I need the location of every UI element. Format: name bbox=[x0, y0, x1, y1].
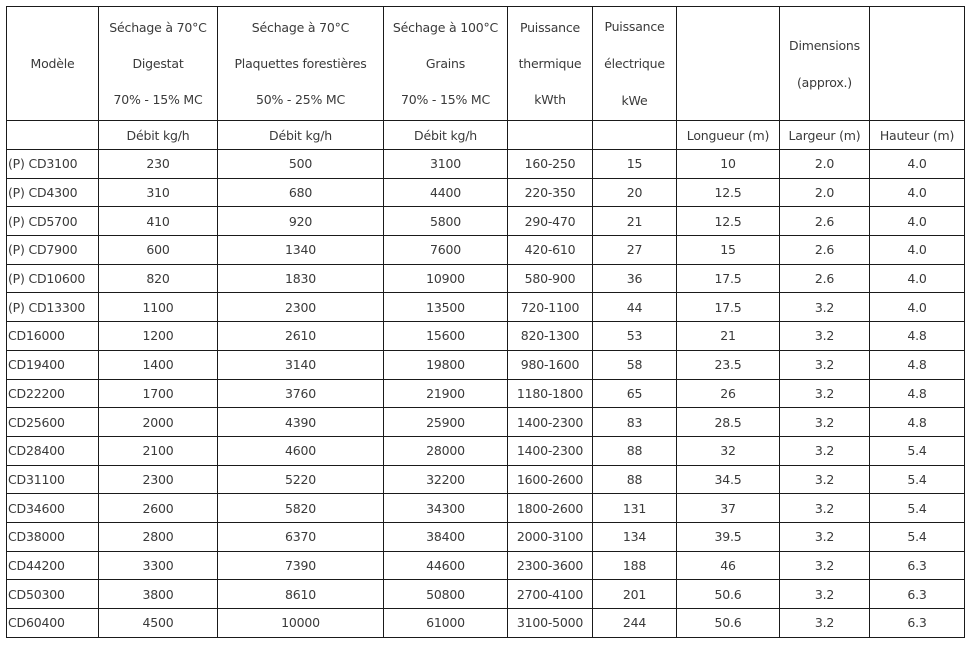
header-row-main bbox=[7, 7, 965, 121]
cell-plaquettes-throughput: 680 bbox=[218, 178, 384, 207]
table-row bbox=[7, 379, 965, 408]
cell-digestat-throughput: 310 bbox=[99, 178, 218, 207]
cell-width: 3.2 bbox=[780, 465, 870, 494]
cell-plaquettes-throughput: 2300 bbox=[218, 293, 384, 322]
table-row bbox=[7, 436, 965, 465]
cell-height: 4.8 bbox=[870, 408, 965, 437]
table-row bbox=[7, 465, 965, 494]
table-row bbox=[7, 408, 965, 437]
cell-height: 5.4 bbox=[870, 465, 965, 494]
cell-digestat-throughput: 4500 bbox=[99, 609, 218, 638]
cell-width: 3.2 bbox=[780, 408, 870, 437]
cell-thermal-power: 1800-2600 bbox=[508, 494, 593, 523]
cell-length: 46 bbox=[677, 551, 780, 580]
table-row bbox=[7, 207, 965, 236]
cell-length: 37 bbox=[677, 494, 780, 523]
cell-digestat-throughput: 2100 bbox=[99, 436, 218, 465]
cell-length: 17.5 bbox=[677, 293, 780, 322]
cell-thermal-power: 220-350 bbox=[508, 178, 593, 207]
cell-model: (P) CD7900 bbox=[7, 236, 99, 265]
cell-thermal-power: 1400-2300 bbox=[508, 436, 593, 465]
cell-digestat-throughput: 3800 bbox=[99, 580, 218, 609]
cell-height: 5.4 bbox=[870, 522, 965, 551]
cell-grains-throughput: 7600 bbox=[384, 236, 508, 265]
cell-electrical-power: 27 bbox=[593, 236, 677, 265]
header-empty-length bbox=[677, 7, 780, 121]
cell-plaquettes-throughput: 3140 bbox=[218, 350, 384, 379]
cell-electrical-power: 188 bbox=[593, 551, 677, 580]
cell-height: 6.3 bbox=[870, 609, 965, 638]
cell-electrical-power: 15 bbox=[593, 150, 677, 179]
cell-grains-throughput: 44600 bbox=[384, 551, 508, 580]
cell-height: 6.3 bbox=[870, 551, 965, 580]
cell-length: 21 bbox=[677, 322, 780, 351]
cell-digestat-throughput: 1100 bbox=[99, 293, 218, 322]
cell-length: 12.5 bbox=[677, 207, 780, 236]
cell-grains-throughput: 5800 bbox=[384, 207, 508, 236]
specifications-table bbox=[6, 6, 965, 638]
cell-model: CD16000 bbox=[7, 322, 99, 351]
table-row bbox=[7, 150, 965, 179]
table-row bbox=[7, 350, 965, 379]
cell-model: CD22200 bbox=[7, 379, 99, 408]
cell-height: 4.8 bbox=[870, 350, 965, 379]
cell-digestat-throughput: 410 bbox=[99, 207, 218, 236]
cell-thermal-power: 1400-2300 bbox=[508, 408, 593, 437]
cell-plaquettes-throughput: 6370 bbox=[218, 522, 384, 551]
cell-width: 3.2 bbox=[780, 293, 870, 322]
cell-model: (P) CD4300 bbox=[7, 178, 99, 207]
unit-cell: Largeur (m) bbox=[780, 121, 870, 150]
cell-electrical-power: 58 bbox=[593, 350, 677, 379]
table-row bbox=[7, 236, 965, 265]
cell-width: 3.2 bbox=[780, 522, 870, 551]
cell-thermal-power: 2000-3100 bbox=[508, 522, 593, 551]
cell-thermal-power: 1180-1800 bbox=[508, 379, 593, 408]
cell-plaquettes-throughput: 1340 bbox=[218, 236, 384, 265]
cell-height: 4.0 bbox=[870, 178, 965, 207]
cell-model: (P) CD13300 bbox=[7, 293, 99, 322]
table-row bbox=[7, 522, 965, 551]
cell-thermal-power: 1600-2600 bbox=[508, 465, 593, 494]
cell-model: CD19400 bbox=[7, 350, 99, 379]
cell-digestat-throughput: 600 bbox=[99, 236, 218, 265]
cell-width: 3.2 bbox=[780, 551, 870, 580]
cell-electrical-power: 88 bbox=[593, 436, 677, 465]
cell-grains-throughput: 61000 bbox=[384, 609, 508, 638]
unit-cell: Débit kg/h bbox=[384, 121, 508, 150]
cell-thermal-power: 160-250 bbox=[508, 150, 593, 179]
cell-model: CD28400 bbox=[7, 436, 99, 465]
cell-grains-throughput: 13500 bbox=[384, 293, 508, 322]
cell-digestat-throughput: 820 bbox=[99, 264, 218, 293]
cell-thermal-power: 580-900 bbox=[508, 264, 593, 293]
cell-height: 5.4 bbox=[870, 436, 965, 465]
cell-model: (P) CD5700 bbox=[7, 207, 99, 236]
unit-cell: Hauteur (m) bbox=[870, 121, 965, 150]
cell-plaquettes-throughput: 8610 bbox=[218, 580, 384, 609]
cell-height: 4.0 bbox=[870, 236, 965, 265]
unit-cell bbox=[7, 121, 99, 150]
cell-plaquettes-throughput: 5220 bbox=[218, 465, 384, 494]
cell-plaquettes-throughput: 3760 bbox=[218, 379, 384, 408]
cell-length: 17.5 bbox=[677, 264, 780, 293]
table-row bbox=[7, 178, 965, 207]
cell-width: 3.2 bbox=[780, 609, 870, 638]
cell-model: CD50300 bbox=[7, 580, 99, 609]
cell-length: 23.5 bbox=[677, 350, 780, 379]
cell-grains-throughput: 28000 bbox=[384, 436, 508, 465]
cell-digestat-throughput: 2000 bbox=[99, 408, 218, 437]
cell-height: 4.8 bbox=[870, 322, 965, 351]
unit-cell: Débit kg/h bbox=[99, 121, 218, 150]
cell-length: 10 bbox=[677, 150, 780, 179]
cell-thermal-power: 820-1300 bbox=[508, 322, 593, 351]
table-row bbox=[7, 551, 965, 580]
cell-width: 2.0 bbox=[780, 178, 870, 207]
cell-electrical-power: 44 bbox=[593, 293, 677, 322]
cell-electrical-power: 88 bbox=[593, 465, 677, 494]
cell-grains-throughput: 38400 bbox=[384, 522, 508, 551]
header-electrical-power: Puissance électrique kWe bbox=[593, 7, 677, 121]
header-row-units bbox=[7, 121, 965, 150]
cell-width: 3.2 bbox=[780, 436, 870, 465]
cell-model: CD34600 bbox=[7, 494, 99, 523]
cell-electrical-power: 53 bbox=[593, 322, 677, 351]
header-digestat: Séchage à 70°C Digestat 70% - 15% MC bbox=[99, 7, 218, 121]
cell-plaquettes-throughput: 5820 bbox=[218, 494, 384, 523]
unit-cell bbox=[508, 121, 593, 150]
cell-plaquettes-throughput: 7390 bbox=[218, 551, 384, 580]
cell-model: CD44200 bbox=[7, 551, 99, 580]
cell-height: 4.0 bbox=[870, 293, 965, 322]
cell-length: 50.6 bbox=[677, 580, 780, 609]
cell-thermal-power: 420-610 bbox=[508, 236, 593, 265]
cell-plaquettes-throughput: 920 bbox=[218, 207, 384, 236]
cell-thermal-power: 290-470 bbox=[508, 207, 593, 236]
cell-plaquettes-throughput: 2610 bbox=[218, 322, 384, 351]
cell-digestat-throughput: 2800 bbox=[99, 522, 218, 551]
cell-height: 4.8 bbox=[870, 379, 965, 408]
cell-thermal-power: 720-1100 bbox=[508, 293, 593, 322]
cell-electrical-power: 20 bbox=[593, 178, 677, 207]
cell-model: CD38000 bbox=[7, 522, 99, 551]
cell-model: (P) CD3100 bbox=[7, 150, 99, 179]
unit-cell: Longueur (m) bbox=[677, 121, 780, 150]
cell-grains-throughput: 15600 bbox=[384, 322, 508, 351]
cell-digestat-throughput: 1200 bbox=[99, 322, 218, 351]
cell-grains-throughput: 10900 bbox=[384, 264, 508, 293]
cell-plaquettes-throughput: 4600 bbox=[218, 436, 384, 465]
header-dimensions: Dimensions (approx.) bbox=[780, 7, 870, 121]
cell-thermal-power: 2700-4100 bbox=[508, 580, 593, 609]
table-row bbox=[7, 494, 965, 523]
cell-plaquettes-throughput: 4390 bbox=[218, 408, 384, 437]
table-row bbox=[7, 609, 965, 638]
cell-grains-throughput: 3100 bbox=[384, 150, 508, 179]
header-model: Modèle bbox=[7, 7, 99, 121]
cell-height: 4.0 bbox=[870, 207, 965, 236]
cell-width: 3.2 bbox=[780, 350, 870, 379]
cell-height: 4.0 bbox=[870, 150, 965, 179]
header-thermal-power: Puissance thermique kWth bbox=[508, 7, 593, 121]
cell-length: 15 bbox=[677, 236, 780, 265]
cell-grains-throughput: 4400 bbox=[384, 178, 508, 207]
cell-grains-throughput: 32200 bbox=[384, 465, 508, 494]
cell-height: 4.0 bbox=[870, 264, 965, 293]
cell-grains-throughput: 25900 bbox=[384, 408, 508, 437]
cell-electrical-power: 21 bbox=[593, 207, 677, 236]
cell-electrical-power: 244 bbox=[593, 609, 677, 638]
cell-length: 32 bbox=[677, 436, 780, 465]
cell-length: 26 bbox=[677, 379, 780, 408]
cell-grains-throughput: 50800 bbox=[384, 580, 508, 609]
cell-grains-throughput: 19800 bbox=[384, 350, 508, 379]
cell-electrical-power: 65 bbox=[593, 379, 677, 408]
cell-digestat-throughput: 2300 bbox=[99, 465, 218, 494]
unit-cell: Débit kg/h bbox=[218, 121, 384, 150]
cell-width: 3.2 bbox=[780, 379, 870, 408]
cell-plaquettes-throughput: 1830 bbox=[218, 264, 384, 293]
cell-model: CD25600 bbox=[7, 408, 99, 437]
cell-electrical-power: 131 bbox=[593, 494, 677, 523]
unit-cell bbox=[593, 121, 677, 150]
cell-height: 6.3 bbox=[870, 580, 965, 609]
table-row bbox=[7, 580, 965, 609]
cell-digestat-throughput: 1400 bbox=[99, 350, 218, 379]
cell-plaquettes-throughput: 10000 bbox=[218, 609, 384, 638]
cell-digestat-throughput: 230 bbox=[99, 150, 218, 179]
cell-height: 5.4 bbox=[870, 494, 965, 523]
table-row bbox=[7, 264, 965, 293]
table-row bbox=[7, 322, 965, 351]
cell-digestat-throughput: 3300 bbox=[99, 551, 218, 580]
cell-plaquettes-throughput: 500 bbox=[218, 150, 384, 179]
cell-length: 28.5 bbox=[677, 408, 780, 437]
cell-electrical-power: 36 bbox=[593, 264, 677, 293]
cell-width: 2.0 bbox=[780, 150, 870, 179]
cell-width: 2.6 bbox=[780, 264, 870, 293]
cell-width: 3.2 bbox=[780, 322, 870, 351]
cell-model: (P) CD10600 bbox=[7, 264, 99, 293]
cell-electrical-power: 83 bbox=[593, 408, 677, 437]
header-plaquettes: Séchage à 70°C Plaquettes forestières 50% - 25% MC bbox=[218, 7, 384, 121]
cell-width: 3.2 bbox=[780, 494, 870, 523]
cell-model: CD60400 bbox=[7, 609, 99, 638]
header-grains: Séchage à 100°C Grains 70% - 15% MC bbox=[384, 7, 508, 121]
table-row bbox=[7, 293, 965, 322]
cell-electrical-power: 201 bbox=[593, 580, 677, 609]
cell-digestat-throughput: 2600 bbox=[99, 494, 218, 523]
cell-length: 50.6 bbox=[677, 609, 780, 638]
cell-model: CD31100 bbox=[7, 465, 99, 494]
cell-electrical-power: 134 bbox=[593, 522, 677, 551]
cell-width: 2.6 bbox=[780, 207, 870, 236]
cell-thermal-power: 3100-5000 bbox=[508, 609, 593, 638]
cell-width: 3.2 bbox=[780, 580, 870, 609]
cell-thermal-power: 2300-3600 bbox=[508, 551, 593, 580]
cell-length: 34.5 bbox=[677, 465, 780, 494]
cell-length: 12.5 bbox=[677, 178, 780, 207]
cell-grains-throughput: 21900 bbox=[384, 379, 508, 408]
header-empty-height bbox=[870, 7, 965, 121]
cell-digestat-throughput: 1700 bbox=[99, 379, 218, 408]
cell-grains-throughput: 34300 bbox=[384, 494, 508, 523]
cell-thermal-power: 980-1600 bbox=[508, 350, 593, 379]
cell-width: 2.6 bbox=[780, 236, 870, 265]
cell-length: 39.5 bbox=[677, 522, 780, 551]
